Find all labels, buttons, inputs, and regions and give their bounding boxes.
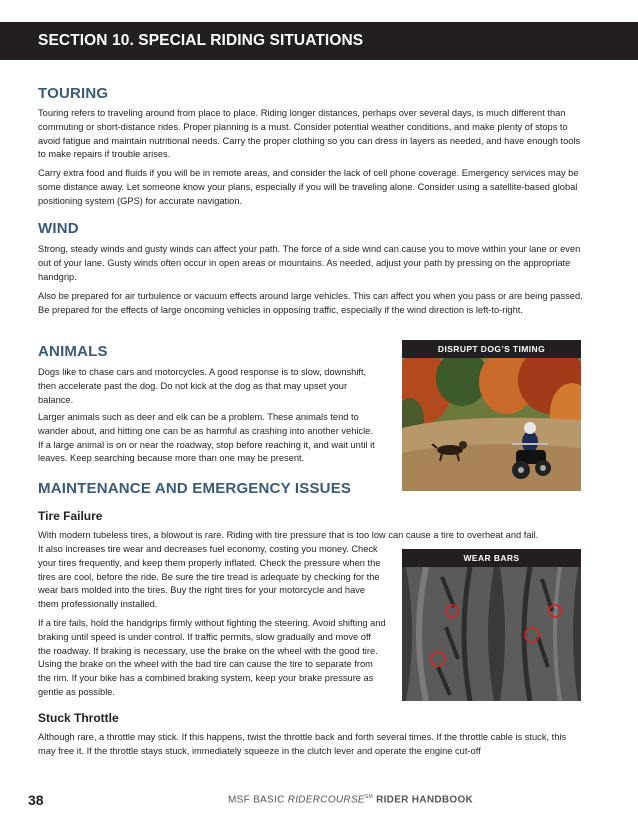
wind-heading: WIND	[38, 220, 79, 237]
section-header-bar	[0, 22, 638, 60]
wind-paragraph-1: Strong, steady winds and gusty winds can affect your path. The force of a side wind can cause you to move within your lane or even out of your lane. Gusty winds often occur in open areas or mountains. As needed, adjust your path by pressing on the appropriate handgrip.	[38, 244, 581, 282]
wind-paragraph-2: Also be prepared for air turbulence or vacuum effects around large vehicles. This can affect you when you pass or are being passed. Be prepared for the effects of large oncoming vehicles in opposing traffic, especially if the wind direction is left-to-right.	[38, 291, 583, 315]
wear-bars-caption: WEAR BARS	[463, 553, 520, 563]
footer-title-part-a: MSF BASIC	[228, 794, 288, 806]
section-title: SECTION 10. SPECIAL RIDING SITUATIONS	[38, 32, 364, 49]
footer-title-part-c: RIDER HANDBOOK	[373, 794, 474, 806]
footer-book-title	[228, 794, 473, 805]
touring-paragraph-2: Carry extra food and fluids if you will be in remote areas, and consider the lack of cell phone coverage. Emergency services may be some distance away. Let someone know your plans, especially if you will be traveling alone. Consider using a satellite-based global positioning system (GPS) for accurate navigation.	[38, 168, 579, 206]
animals-paragraph-2: Larger animals such as deer and elk can be a problem. These animals tend to wander about, and hitting one can be as harmful as crashing into another vehicle. If a large animal is on or near the roadway, stop before reaching it, and wait until it leaves. Keep searching because more than one may be present.	[38, 412, 375, 464]
maintenance-heading: MAINTENANCE AND EMERGENCY ISSUES	[38, 480, 352, 497]
touring-paragraph-1: Touring refers to traveling around from place to place. Riding longer distances, perhaps over several days, is much different than commuting or short-distance rides. Proper planning is a must. Consider potential weather conditions, and make plenty of stops to avoid fatigue and maintain nutritional needs. Carry the proper clothing so you can dress in layers as needed, and have enough tools to make repairs if trouble arises.	[38, 108, 581, 160]
dog-timing-figure	[402, 340, 581, 491]
wear-bars-figure	[402, 549, 581, 701]
page-number: 38	[28, 792, 44, 808]
animals-heading: ANIMALS	[38, 343, 108, 360]
touring-heading: TOURING	[38, 85, 109, 102]
dog-motorcycle-photo	[402, 358, 581, 491]
stuck-throttle-heading: Stuck Throttle	[38, 711, 119, 725]
stuck-throttle-paragraph-1: Although rare, a throttle may stick. If this happens, twist the throttle back and forth several times. If the throttle cable is stuck, this may free it. If the throttle stays stuck, immediately squeeze in the clutch lever and operate the engine cut-off	[38, 732, 567, 756]
dog-timing-caption: DISRUPT DOG’S TIMING	[437, 344, 546, 354]
wear-bars-tire-photo	[402, 567, 581, 701]
tire-failure-paragraph-1a: With modern tubeless tires, a blowout is rare. Riding with tire pressure that is too low can cause a tire to overheat and fail.	[38, 530, 539, 540]
footer-title-part-b: RIDERCOURSE	[287, 794, 365, 806]
animals-paragraph-1: Dogs like to chase cars and motorcycles. A good response is to slow, downshift, then accelerate past the dog. Do not kick at the dog as that may upset your balance.	[38, 367, 367, 405]
tire-failure-heading: Tire Failure	[38, 509, 103, 523]
footer-title-mark: SM	[364, 794, 373, 800]
tire-failure-paragraph-2: If a tire fails, hold the handgrips firmly without fighting the steering. Avoid shifting and braking until speed is under control. If traffic permits, slow gradually and move off the roadway. If braking is necessary, use the brake on the wheel with the good tire. Using the brake on the wheel with the bad tire can cause the tire to separate from the rim. If your bike has a combined braking system, keep your brake pressure as gentle as possible.	[38, 618, 386, 697]
tire-failure-paragraph-1b: It also increases tire wear and decreases fuel economy, costing you money. Check your tires frequently, and keep them properly inflated. Check the pressure when the tires are cool, before the ride. Be sure the tire tread is adequate by checking for the wear bars molded into the tires. Buy the right tires for your motorcycle and have them professionally installed.	[38, 544, 381, 610]
